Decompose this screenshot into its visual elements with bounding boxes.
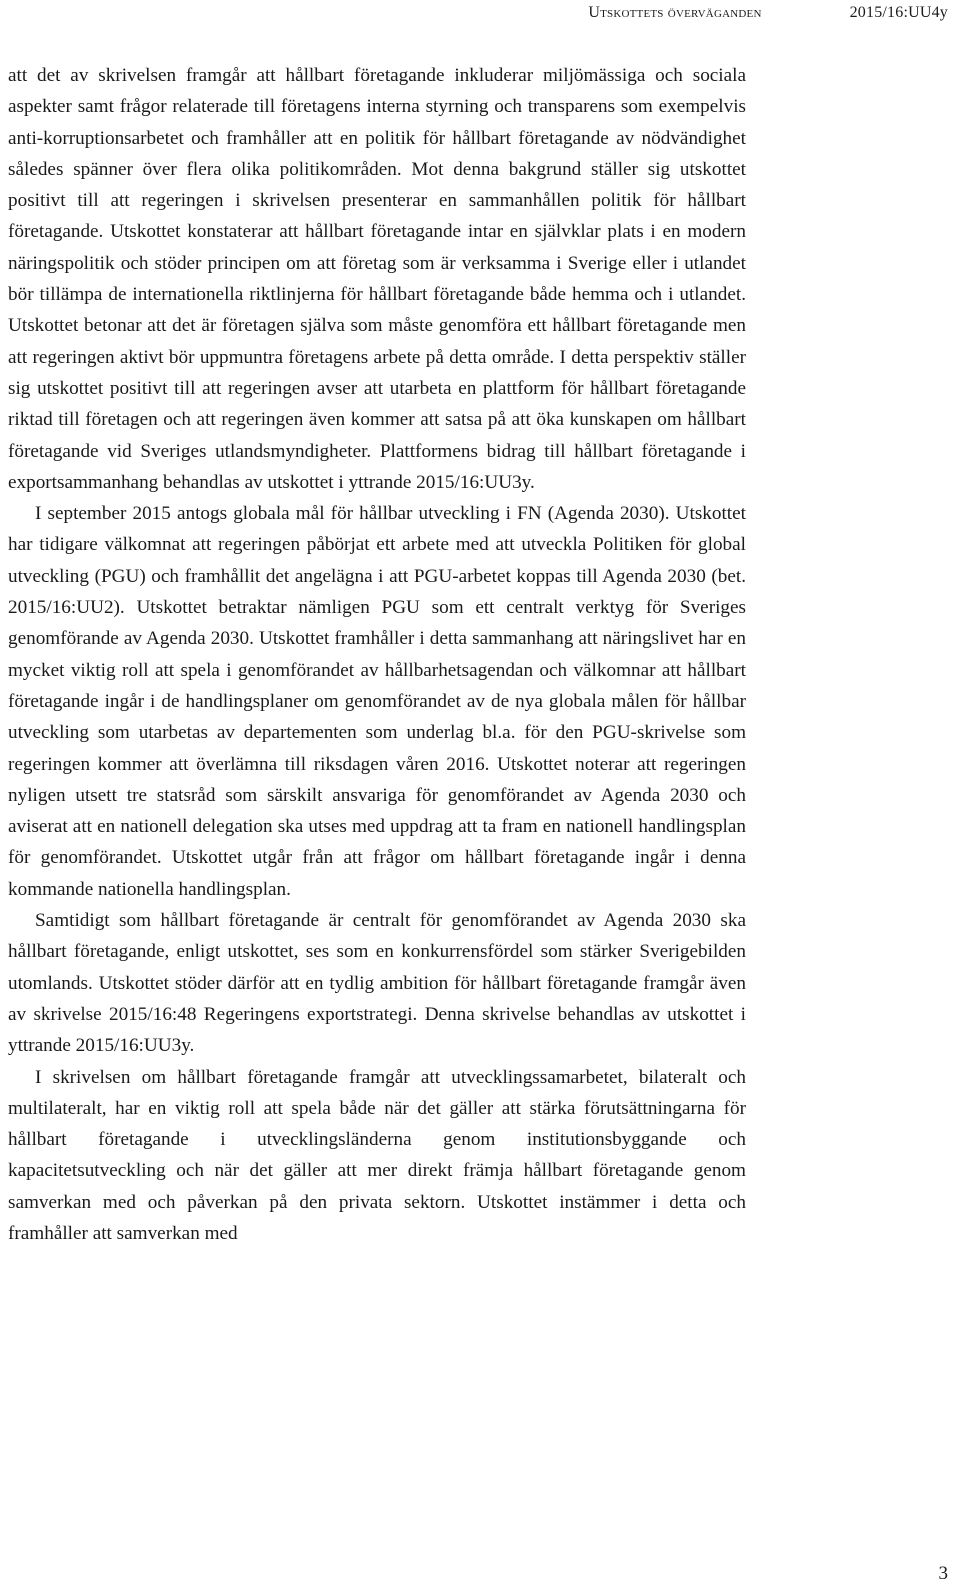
- page-number: 3: [938, 1563, 948, 1584]
- body-text: [8, 60, 746, 1249]
- paragraph-4: I skrivelsen om hållbart företagande framgår att utvecklingssamarbetet, bilateralt och multilateralt, har en viktig roll att spela både när det gäller att stärka förutsättningarna för hållbart företagande i utvecklingsländerna genom institutionsbyggande och kapacitetsutveckling och när det gäller att mer direkt främja hållbart företagande genom samverkan med och påverkan på den privata sektorn. Utskottet instämmer i detta och framhåller att samverkan med: [8, 1066, 746, 1244]
- section-title: Utskottets överväganden: [588, 4, 762, 21]
- document-id: 2015/16:UU4y: [849, 4, 948, 21]
- paragraph-1: att det av skrivelsen framgår att hållbart företagande inkluderar miljömässiga och sociala aspekter samt frågor relaterade till företagens interna styrning och transparens som exempelvis anti-korruptionsarbetet och framhåller att en politik för hållbart företagande av nödvändighet således spänner över flera olika politikområden. Mot denna bakgrund ställer sig utskottet positivt till att regeringen i skrivelsen presenterar en sammanhållen politik för hållbart företagande. Utskottet konstaterar att hållbart företagande intar en självklar plats i en modern näringspolitik och stöder principen om att företag som är verksamma i Sverige eller i utlandet bör tillämpa de internationella riktlinjerna för hållbart företagande både hemma och i utlandet. Utskottet betonar att det är företagen själva som måste genomföra ett hållbart företagande men att regeringen aktivt bör uppmuntra företagens arbete på detta område. I detta perspektiv ställer sig utskottet positivt till att regeringen avser att utarbeta en plattform för hållbart företagande riktad till företagen och att regeringen även kommer att satsa på att öka kunskapen om hållbart företagande vid Sveriges utlandsmyndigheter. Plattformens bidrag till hållbart företagande i exportsammanhang behandlas av utskottet i yttrande 2015/16:UU3y.: [8, 65, 746, 493]
- paragraph-2: I september 2015 antogs globala mål för hållbar utveckling i FN (Agenda 2030). Utskottet har tidigare välkomnat att regeringen påbörjat ett arbete med att utveckla Politiken för global utveckling (PGU) och framhållit det angelägna i att PGU-arbetet koppas till Agenda 2030 (bet. 2015/16:UU2). Utskottet betraktar nämligen PGU som ett centralt verktyg för Sveriges genomförande av Agenda 2030. Utskottet framhåller i detta sammanhang att näringslivet har en mycket viktig roll att spela i genomförandet av hållbarhetsagendan och välkomnar att hållbart företagande ingår i de handlingsplaner om genomförandet av de nya globala målen för hållbar utveckling som utarbetas av departementen som underlag bl.a. för den PGU-skrivelse som regeringen kommer att överlämna till riksdagen våren 2016. Utskottet noterar att regeringen nyligen utsett tre statsråd som särskilt ansvariga för genomförandet av Agenda 2030 och aviserat att en nationell delegation ska utses med uppdrag att ta fram en nationell handlingsplan för genomförandet. Utskottet utgår från att frågor om hållbart företagande ingår i denna kommande nationella handlingsplan.: [8, 503, 746, 900]
- running-header: [588, 4, 948, 22]
- paragraph-3: Samtidigt som hållbart företagande är centralt för genomförandet av Agenda 2030 ska hållbart företagande, enligt utskottet, ses som en konkurrensfördel som stärker Sverigebilden utomlands. Utskottet stöder därför att en tydlig ambition för hållbart företagande framgår även av skrivelse 2015/16:48 Regeringens exportstrategi. Denna skrivelse behandlas av utskottet i yttrande 2015/16:UU3y.: [8, 910, 746, 1057]
